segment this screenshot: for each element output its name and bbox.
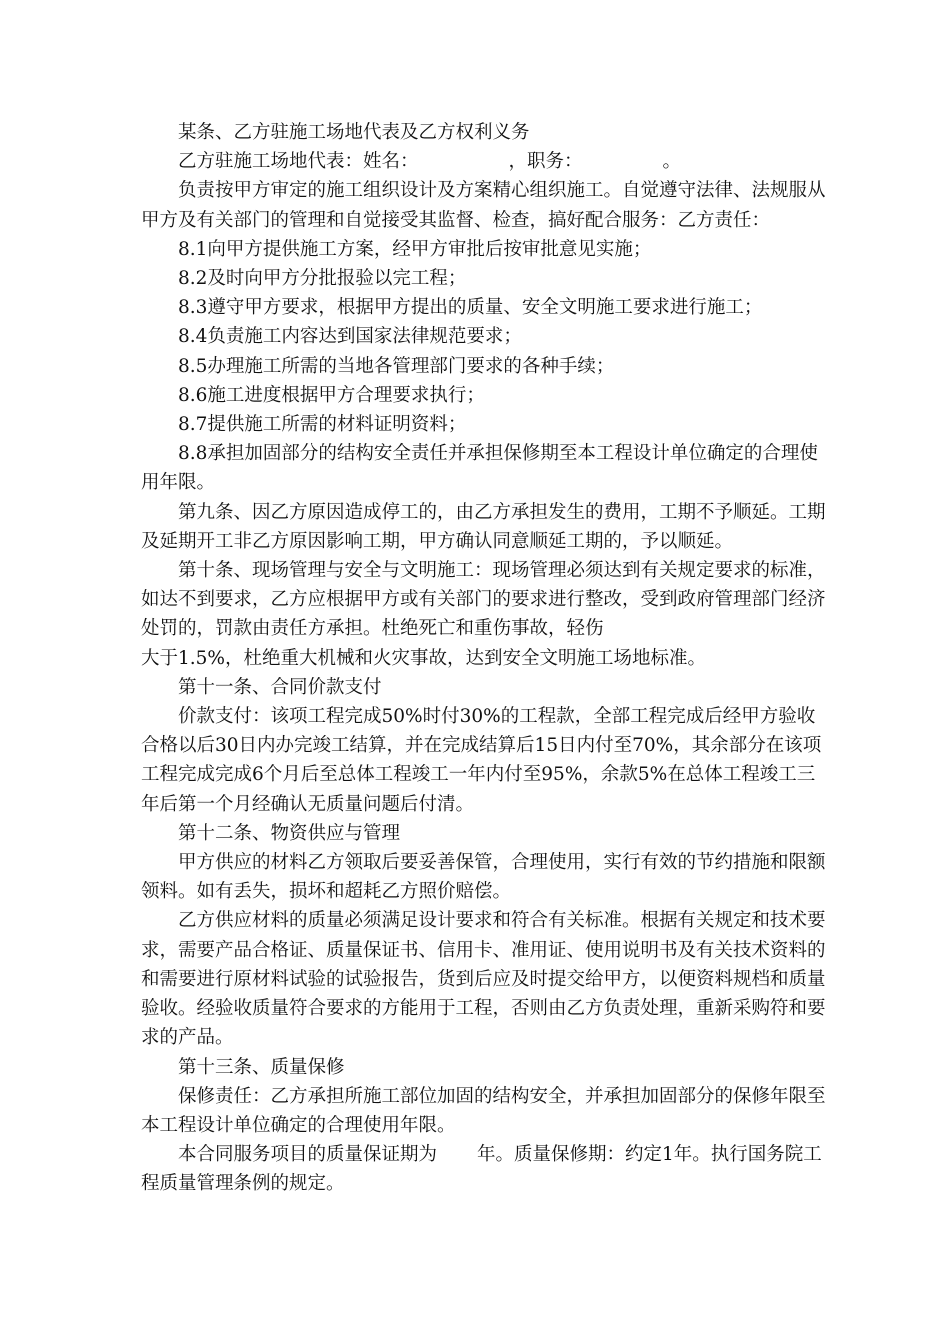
section-13-paragraph-2: [141, 1140, 827, 1198]
item-8-1: 8.1向甲方提供施工方案，经甲方审批后按审批意见实施；: [178, 238, 652, 260]
rep-title-label: ，职务：: [508, 151, 583, 173]
section-13-title: 第十三条、质量保修: [178, 1056, 345, 1078]
section-11-body: 价款支付：该项工程完成50%时付30%的工程款，全部工程完成后经甲方验收合格以后30日内办完竣工结算，并在完成结算后15日内付至70%，其余部分在该项工程完成完成6个月后至总体工程竣工一年内付至95%，余款5%在总体工程竣工三年后第一个月经确认无质量问题后付清。: [141, 706, 822, 815]
section-13-paragraph-1: 保修责任：乙方承担所施工部位加固的结构安全，并承担加固部分的保修年限至本工程设计单位确定的合理使用年限。: [141, 1085, 826, 1136]
warranty-period-label: 本合同服务项目的质量保证期为: [178, 1144, 438, 1166]
rep-line-end: 。: [662, 151, 682, 173]
section-12-title: 第十二条、物资供应与管理: [178, 822, 401, 844]
item-8-3: 8.3遵守甲方要求，根据甲方提出的质量、安全文明施工要求进行施工；: [178, 297, 763, 319]
item-8-4: 8.4负责施工内容达到国家法律规范要求；: [178, 326, 522, 348]
item-8-2: 8.2及时向甲方分批报验以完工程；: [178, 268, 467, 290]
section-10-continued: 大于1.5%，杜绝重大机械和火灾事故，达到安全文明施工场地标准。: [141, 647, 707, 669]
item-8-6: 8.6施工进度根据甲方合理要求执行；: [178, 384, 485, 406]
contract-body: [141, 118, 827, 1199]
duty-paragraph: 负责按甲方审定的施工组织设计及方案精心组织施工。自觉遵守法律、法规服从甲方及有关部门的管理和自觉接受其监督、检查，搞好配合服务：乙方责任：: [141, 180, 826, 231]
section-12-paragraph-1: 甲方供应的材料乙方领取后要妥善保管，合理使用，实行有效的节约措施和限额领料。如有丢失，损坏和超耗乙方照价赔偿。: [141, 852, 826, 903]
item-8-7: 8.7提供施工所需的材料证明资料；: [178, 414, 467, 436]
section-11-title: 第十一条、合同价款支付: [178, 676, 382, 698]
representative-line: [141, 147, 827, 176]
warranty-period-rest: 年。质量保修期：约定1年。执行国务院工程质量管理条例的规定。: [141, 1144, 822, 1195]
item-8-5: 8.5办理施工所需的当地各管理部门要求的各种手续；: [178, 355, 615, 377]
item-8-8: 8.8承担加固部分的结构安全责任并承担保修期至本工程设计单位确定的合理使用年限。: [141, 443, 818, 494]
rep-name-label: 乙方驻施工场地代表：姓名：: [178, 151, 419, 173]
section-8-title: 某条、乙方驻施工场地代表及乙方权利义务: [178, 122, 530, 143]
section-12-paragraph-2: 乙方供应材料的质量必须满足设计要求和符合有关标准。根据有关规定和技术要求，需要产品合格证、质量保证书、信用卡、准用证、使用说明书及有关技术资料的和需要进行原材料试验的试验报告，货到后应及时提交给甲方，以便资料规档和质量验收。经验收质量符合要求的方能用于工程，否则由乙方负责处理，重新采购符和要求的产品。: [141, 910, 826, 1049]
section-9: 第九条、因乙方原因造成停工的，由乙方承担发生的费用，工期不予顺延。工期及延期开工非乙方原因影响工期，甲方确认同意顺延工期的，予以顺延。: [141, 501, 826, 552]
section-10: 第十条、现场管理与安全与文明施工：现场管理必须达到有关规定要求的标准，如达不到要求，乙方应根据甲方或有关部门的要求进行整改，受到政府管理部门经济处罚的，罚款由责任方承担。杜绝死亡和重伤事故，轻伤: [141, 560, 826, 640]
